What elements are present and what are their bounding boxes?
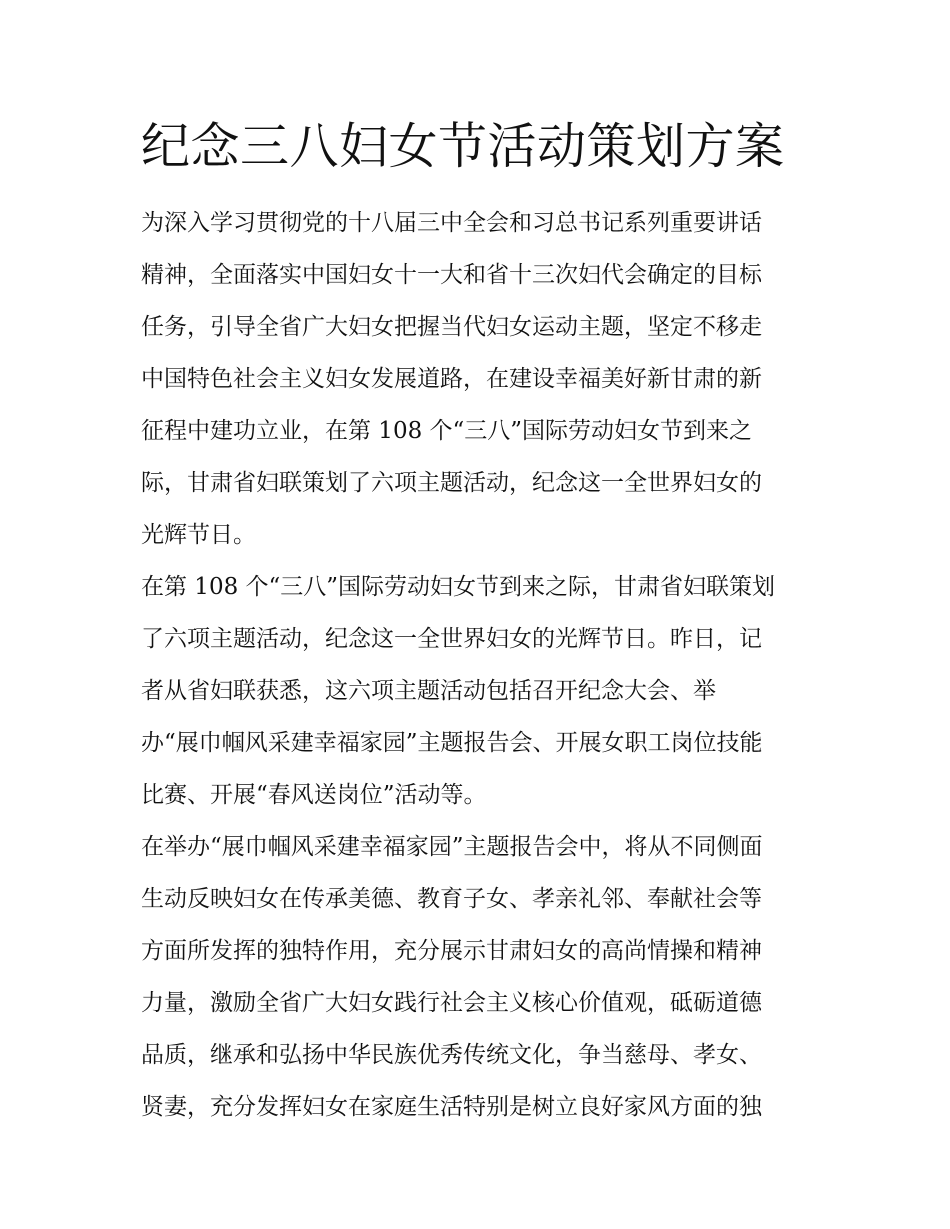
text-line: 生动反映妇女在传承美德、教育子女、孝亲礼邻、奉献社会等 — [141, 886, 762, 912]
text-line: 了六项主题活动，纪念这一全世界妇女的光辉节日。昨日，记 — [141, 626, 762, 652]
text-line: 光辉节日。 — [141, 522, 256, 548]
text-line: 精神，全面落实中国妇女十一大和省十三次妇代会确定的目标 — [141, 262, 762, 288]
text-line: 方面所发挥的独特作用，充分展示甘肃妇女的高尚情操和精神 — [141, 938, 762, 964]
paragraph-1 — [141, 197, 815, 561]
text-line: 为深入学习贯彻党的十八届三中全会和习总书记系列重要讲话 — [141, 210, 762, 236]
text-line: 际，甘肃省妇联策划了六项主题活动，纪念这一全世界妇女的 — [141, 470, 762, 496]
text-line: 贤妻，充分发挥妇女在家庭生活特别是树立良好家风方面的独 — [141, 1094, 762, 1120]
text-line: 力量，激励全省广大妇女践行社会主义核心价值观，砥砺道德 — [141, 990, 762, 1016]
paragraph-2 — [141, 561, 815, 821]
text-line: 在举办“展巾帼风采建幸福家园”主题报告会中，将从不同侧面 — [141, 834, 763, 860]
text-line: 在第 108 个“三八”国际劳动妇女节到来之际，甘肃省妇联策划 — [141, 574, 776, 600]
text-line: 征程中建功立业，在第 108 个“三八”国际劳动妇女节到来之 — [141, 418, 753, 444]
text-line: 中国特色社会主义妇女发展道路，在建设幸福美好新甘肃的新 — [141, 366, 762, 392]
document-body — [141, 197, 815, 1133]
paragraph-3 — [141, 821, 815, 1133]
text-line: 任务，引导全省广大妇女把握当代妇女运动主题，坚定不移走 — [141, 314, 762, 340]
text-line: 比赛、开展“春风送岗位”活动等。 — [141, 782, 487, 808]
document-title: 纪念三八妇女节活动策划方案 — [141, 118, 785, 175]
text-line: 办“展巾帼风采建幸福家园”主题报告会、开展女职工岗位技能 — [141, 730, 763, 756]
text-line: 者从省妇联获悉，这六项主题活动包括召开纪念大会、举 — [141, 678, 716, 704]
text-line: 品质，继承和弘扬中华民族优秀传统文化，争当慈母、孝女、 — [141, 1042, 762, 1068]
